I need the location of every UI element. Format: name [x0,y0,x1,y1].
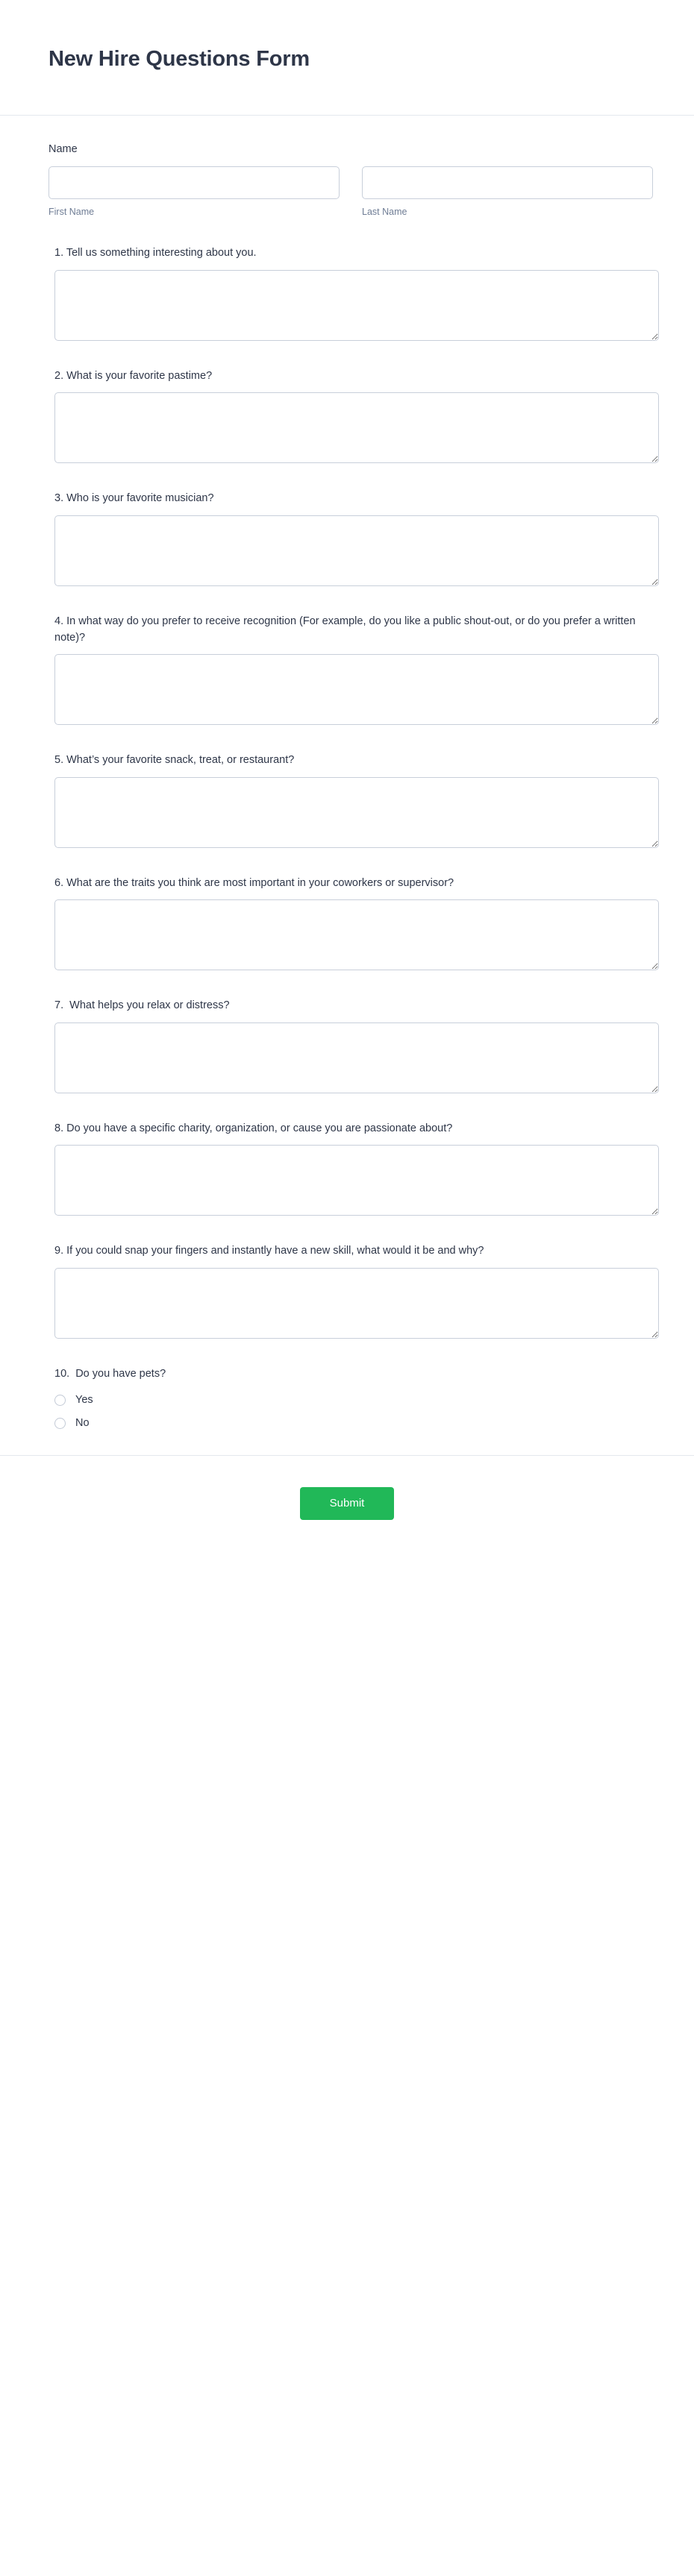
question-7-textarea[interactable] [54,1022,659,1093]
question-5-textarea[interactable] [54,777,659,848]
last-name-input[interactable] [362,166,653,199]
page-title: New Hire Questions Form [49,47,310,71]
question-5-label: 5. What’s your favorite snack, treat, or restaurant? [54,754,295,767]
question-4-textarea[interactable] [54,654,659,725]
first-name-column [49,166,340,218]
pets-option-yes[interactable] [54,1390,645,1410]
first-name-input[interactable] [49,166,340,199]
question-8 [49,1120,645,1216]
pets-option-label: No [75,1417,90,1429]
question-2-textarea[interactable] [54,392,659,463]
question-3-textarea[interactable] [54,515,659,586]
radio-circle-icon[interactable] [54,1418,66,1429]
last-name-sublabel: Last Name [362,206,407,217]
question-7 [49,997,645,1093]
question-8-label: 8. Do you have a specific charity, organization, or cause you are passionate about? [54,1122,453,1134]
question-6-textarea[interactable] [54,899,659,970]
question-8-textarea[interactable] [54,1145,659,1216]
question-1-label: 1. Tell us something interesting about you. [54,247,257,260]
question-4-label: 4. In what way do you prefer to receive recognition (For example, do you like a public shout-out, or do you prefer a written note)? [54,615,639,644]
form-body [0,116,694,1433]
question-9-label: 9. If you could snap your fingers and instantly have a new skill, what would it be and why? [54,1245,484,1257]
pets-option-no[interactable] [54,1413,645,1433]
question-6-label: 6. What are the traits you think are most important in your coworkers or supervisor? [54,876,454,889]
question-9 [49,1243,645,1338]
question-3 [49,490,645,585]
form-footer [0,1455,694,1561]
first-name-sublabel: First Name [49,206,95,217]
name-label: Name [49,143,78,155]
submit-button[interactable]: Submit [300,1487,395,1520]
question-6 [49,875,645,970]
question-pets [49,1366,645,1433]
question-9-textarea[interactable] [54,1268,659,1339]
question-5 [49,752,645,847]
question-7-label: 7. What helps you relax or distress? [54,999,230,1012]
question-pets-label: 10. Do you have pets? [54,1367,166,1380]
question-2-label: 2. What is your favorite pastime? [54,369,213,382]
last-name-column [362,166,653,218]
question-1 [49,245,645,340]
name-row [49,166,645,218]
question-2 [49,368,645,463]
pets-option-label: Yes [75,1394,93,1406]
name-field-group [49,116,645,218]
question-list [49,218,645,1339]
question-4 [49,613,645,726]
question-1-textarea[interactable] [54,270,659,341]
radio-circle-icon[interactable] [54,1395,66,1406]
form-header [0,0,694,116]
pets-options [49,1390,645,1433]
question-3-label: 3. Who is your favorite musician? [54,492,214,505]
